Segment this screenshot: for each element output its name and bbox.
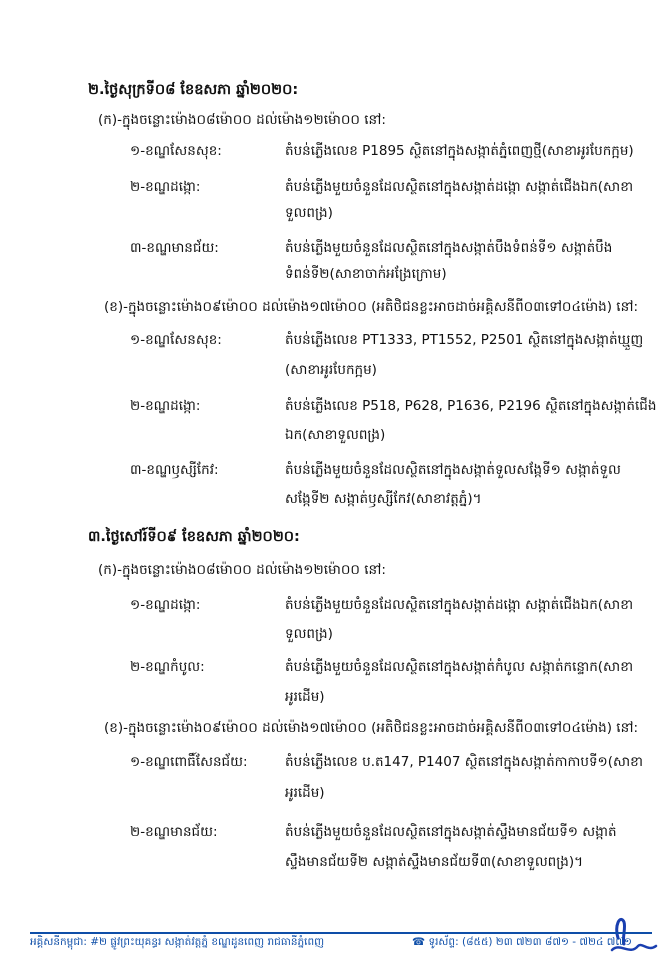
area-description: តំបន់ភ្លើងមួយចំនួនដែលស្ថិតនៅក្នុងសង្កាត់ទួលសង្កែទី១ សង្កាត់ទួល	[285, 462, 621, 478]
period-label: (ខ)-ក្នុងចន្លោះម៉ោង០៩ម៉ោ០០ ដល់ម៉ោង១៧ម៉ោ០០ (អតិថិជនខ្លះអាចដាច់អគ្គិសនីពី០៣ទៅ០៤ម៉ោង) នៅ:	[104, 299, 638, 315]
area-description: តំបន់ភ្លើងលេខ PT1333, PT1552, P2501 ស្ថិតនៅក្នុងសង្កាត់ឃ្មួញ	[285, 332, 644, 348]
area-description: តំបន់ភ្លើងមួយចំនួនដែលស្ថិតនៅក្នុងសង្កាត់ដង្កោ សង្កាត់ជើងឯក(សាខា	[285, 179, 634, 195]
district-label: ២-ខណ្ឌដង្កោ:	[130, 398, 201, 414]
area-description: ឯក(សាខាទួលពង្រ)	[285, 427, 386, 443]
area-description: ទួលពង្រ)	[285, 626, 333, 642]
area-description: តំបន់ភ្លើងលេខ P518, P628, P1636, P2196 ស្ថិតនៅក្នុងសង្កាត់ជើង	[285, 398, 657, 414]
period-label: (ក)-ក្នុងចន្លោះម៉ោង០៨ម៉ោ០០ ដល់ម៉ោង១២ម៉ោ០០ នៅ:	[98, 112, 386, 128]
area-description: ទួលពង្រ)	[285, 205, 333, 221]
area-description: សង្កែទី២ សង្កាត់ឫស្សីកែវ(សាខាវត្តភ្នំ)។	[285, 491, 482, 507]
period-label: (ខ)-ក្នុងចន្លោះម៉ោង០៩ម៉ោ០០ ដល់ម៉ោង១៧ម៉ោ០០ (អតិថិជនខ្លះអាចដាច់អគ្គិសនីពី០៣ទៅ០៤ម៉ោង) នៅ:	[104, 720, 638, 736]
area-description: តំបន់ភ្លើងមួយចំនួនដែលស្ថិតនៅក្នុងសង្កាត់ដង្កោ សង្កាត់ជើងឯក(សាខា	[285, 597, 634, 613]
date-heading: ២.ថ្ងៃសុក្រទី០៨ ខែឧសភា ឆ្នាំ២០២០:	[88, 82, 299, 98]
district-label: ២-ខណ្ឌមានជ័យ:	[130, 824, 218, 840]
area-description: តំបន់ភ្លើងលេខ ប.ត147, P1407 ស្ថិតនៅក្នុងសង្កាត់កាកាបទី១(សាខា	[285, 754, 644, 770]
area-description: តំបន់ភ្លើងមួយចំនួនដែលស្ថិតនៅក្នុងសង្កាត់ស្ទឹងមានជ័យទី១ សង្កាត់	[285, 824, 617, 840]
area-description: អូរដើម)	[285, 689, 325, 705]
footer-divider	[30, 932, 652, 934]
district-label: ៣-ខណ្ឌឫស្សីកែវ:	[130, 462, 219, 478]
area-description: អូរដើម)	[285, 785, 325, 801]
area-description: (សាខាអូរបែកក្អម)	[285, 362, 377, 378]
footer-address: អគ្គិសនីកម្ពុជា: #២ ផ្លូវព្រះយុគន្ធរ សង្កាត់វត្តភ្នំ ខណ្ឌដូនពេញ រាជធានីភ្នំពេញ	[30, 936, 325, 948]
area-description: តំបន់ភ្លើងមួយចំនួនដែលស្ថិតនៅក្នុងសង្កាត់បឹងទំពន់ទី១ សង្កាត់បឹង	[285, 240, 613, 256]
district-label: ២-ខណ្ឌកំបូល:	[130, 659, 205, 675]
district-label: ២-ខណ្ឌដង្កោ:	[130, 179, 201, 195]
district-label: ១-ខណ្ឌដង្កោ:	[130, 597, 201, 613]
date-heading: ៣.ថ្ងៃសៅរ៍ទី០៩ ខែឧសភា ឆ្នាំ២០២០:	[88, 529, 300, 545]
area-description: តំបន់ភ្លើងលេខ P1895 ស្ថិតនៅក្នុងសង្កាត់ភ្នំពេញថ្មី(សាខាអូរបែកក្អម)	[285, 143, 634, 159]
district-label: ១-ខណ្ឌសែនសុខ:	[130, 332, 222, 348]
period-label: (ក)-ក្នុងចន្លោះម៉ោង០៨ម៉ោ០០ ដល់ម៉ោង១២ម៉ោ០០ នៅ:	[98, 562, 386, 578]
district-label: ១-ខណ្ឌសែនសុខ:	[130, 143, 222, 159]
phone-icon: ☎	[412, 936, 426, 948]
footer-phone-number: ទូរស័ព្ទ: (៨៥៥) ២៣ ៧២៣ ៨៧១ - ៧២៤ ៧៧១	[428, 936, 632, 948]
district-label: ៣-ខណ្ឌមានជ័យ:	[130, 240, 219, 256]
area-description: ស្ទឹងមានជ័យទី២ សង្កាត់ស្ទឹងមានជ័យទី៣(សាខាទួលពង្រ)។	[285, 854, 584, 870]
footer-phone	[412, 936, 632, 951]
area-description: ទំពន់ទី២(សាខាចាក់អង្រែក្រោម)	[285, 266, 447, 282]
district-label: ១-ខណ្ឌពោធិ៍សែនជ័យ:	[130, 754, 248, 770]
area-description: តំបន់ភ្លើងមួយចំនួនដែលស្ថិតនៅក្នុងសង្កាត់កំបូល សង្កាត់កន្ទោក(សាខា	[285, 659, 634, 675]
